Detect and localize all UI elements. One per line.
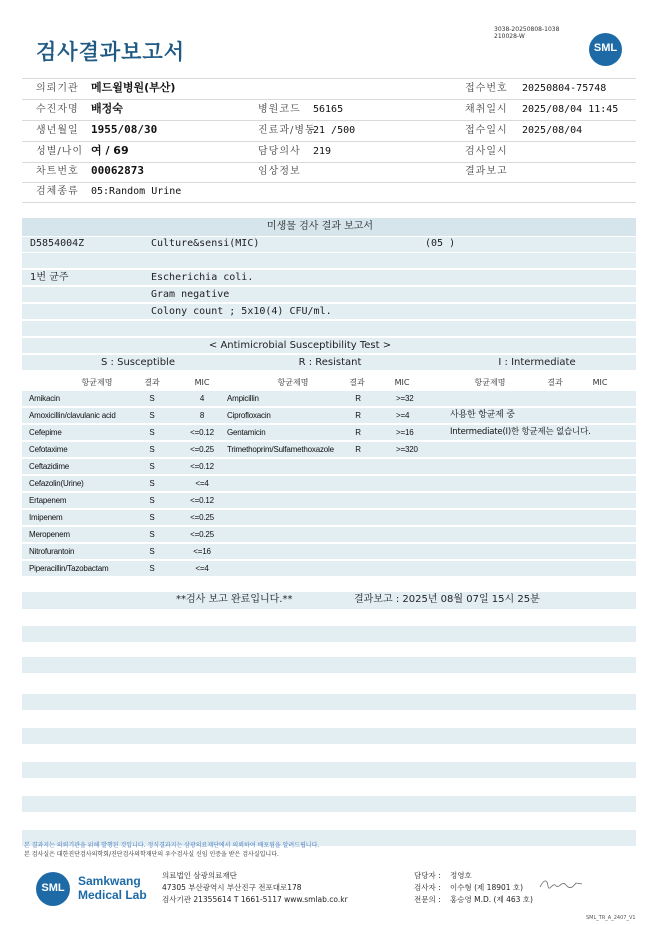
drug-name: Gentamicin [227, 428, 266, 437]
col-header-drug: 항균제명 [81, 378, 113, 387]
drug-mic: >=320 [396, 445, 418, 454]
drug-mic: <=16 [193, 547, 211, 556]
label-department: 진료과/병동 [258, 125, 316, 136]
legend-resistant: R : Resistant [298, 357, 362, 368]
receipt-no: 20250804-75748 [522, 83, 607, 94]
divider [22, 78, 636, 79]
drug-name: Ertapenem [29, 496, 67, 505]
sml-logo: SML [36, 872, 70, 906]
empty-row [22, 626, 636, 642]
drug-mic: 4 [199, 394, 205, 403]
label-chart-no: 차트번호 [36, 166, 79, 177]
table-row [22, 527, 636, 542]
empty-row [22, 657, 636, 673]
page-title: 검사결과보고서 [36, 40, 186, 64]
drug-result: S [149, 513, 155, 522]
col-header-drug: 항균제명 [474, 378, 506, 387]
row-band [22, 253, 636, 268]
row-band [22, 287, 636, 302]
drug-name: Ampicillin [227, 394, 259, 403]
receipt-time: 2025/08/04 [522, 125, 583, 136]
org-contact: 검사기관 21355614 T 1661-5117 www.smlab.co.kr [162, 895, 348, 904]
note-line-2: Intermediate(I)한 항균제는 없습니다. [450, 427, 591, 437]
completion-message: **검사 보고 완료입니다.** [176, 594, 293, 605]
divider [22, 120, 636, 121]
certification-note: 본 검사실은 대한진단검사의학회/진단검사의학재단의 우수검사실 신임 인증을 받은 검사실입니다. [24, 851, 279, 858]
drug-name: Cefotaxime [29, 445, 68, 454]
organism-name: Escherichia coli. [151, 272, 254, 283]
drug-result: R [355, 394, 361, 403]
drug-name: Amoxicillin/clavulanic acid [29, 411, 116, 420]
staff-name: 정영호 [450, 871, 472, 880]
test-count: (05 ) [425, 238, 456, 249]
drug-name: Amikacin [29, 394, 60, 403]
note-line-1: 사용한 항균제 중 [450, 410, 515, 420]
label-patient-name: 수진자명 [36, 104, 79, 115]
drug-name: Imipenem [29, 513, 63, 522]
department: 21 /500 [313, 125, 356, 136]
col-header-result: 결과 [144, 378, 160, 387]
drug-name: Piperacillin/Tazobactam [29, 564, 109, 573]
label-birthdate: 생년월일 [36, 125, 79, 136]
table-row [22, 476, 636, 491]
table-row [22, 493, 636, 508]
label-result-report: 결과보고 [465, 166, 508, 177]
ast-title: < Antimicrobial Susceptibility Test > [208, 340, 392, 351]
col-header-mic: MIC [394, 378, 410, 387]
drug-result: S [149, 411, 155, 420]
requesting-org: 메드윌병원(부산) [91, 81, 176, 94]
staff-role: 검사자 : [414, 883, 441, 892]
col-header-drug: 항균제명 [277, 378, 309, 387]
drug-mic: <=4 [195, 479, 209, 488]
brand-name: Samkwang Medical Lab [78, 874, 147, 902]
drug-name: Ceftazidime [29, 462, 70, 471]
completion-band [22, 592, 636, 609]
label-doctor: 담당의사 [258, 146, 301, 157]
drug-result: S [149, 462, 155, 471]
drug-mic: <=0.25 [190, 513, 214, 522]
drug-mic: >=16 [396, 428, 414, 437]
divider [22, 99, 636, 100]
row-band [22, 270, 636, 285]
row-band [22, 237, 636, 252]
chart-no: 00062873 [91, 164, 144, 177]
label-receipt-no: 접수번호 [465, 83, 508, 94]
birthdate: 1955/08/30 [91, 123, 158, 136]
staff-role: 담당자 : [414, 871, 441, 880]
disclaimer: 본 결과지는 의뢰기관을 위해 발행된 것입니다. 정식결과지는 삼광의료재단에서 의뢰하여 배포됨을 알려드립니다. [24, 842, 320, 849]
section-title: 미생물 검사 결과 보고서 [266, 221, 374, 232]
drug-result: R [355, 411, 361, 420]
collection-time: 2025/08/04 11:45 [522, 104, 619, 115]
drug-result: R [355, 445, 361, 454]
report-time: 결과보고 : 2025년 08월 07일 15시 25분 [354, 594, 540, 605]
label-clinical-info: 임상정보 [258, 166, 301, 177]
label-receipt-time: 접수일시 [465, 125, 508, 136]
drug-mic: >=4 [396, 411, 410, 420]
patient-name: 배정숙 [91, 102, 123, 115]
sex-age: 여 / 69 [91, 144, 129, 157]
table-row [22, 459, 636, 474]
table-row [22, 544, 636, 559]
table-row [22, 510, 636, 525]
label-collection-time: 채취일시 [465, 104, 508, 115]
hospital-code: 56165 [313, 104, 344, 115]
empty-row [22, 694, 636, 710]
staff-role: 전문의 : [414, 895, 441, 904]
org-name: 의료법인 삼광의료재단 [162, 871, 237, 880]
divider [22, 202, 636, 203]
organism-label: 1번 균주 [30, 272, 69, 283]
divider [22, 182, 636, 183]
label-hospital-code: 병원코드 [258, 104, 301, 115]
col-header-mic: MIC [194, 378, 210, 387]
label-specimen: 검체종류 [36, 186, 79, 197]
drug-mic: <=4 [195, 564, 209, 573]
drug-name: Ciprofloxacin [227, 411, 271, 420]
test-name: Culture&sensi(MIC) [151, 238, 260, 249]
col-header-result: 결과 [547, 378, 563, 387]
doctor: 219 [313, 146, 332, 157]
drug-mic: <=0.12 [190, 462, 214, 471]
drug-name: Nitrofurantoin [29, 547, 75, 556]
drug-result: R [355, 428, 361, 437]
drug-mic: <=0.12 [190, 496, 214, 505]
label-requesting-org: 의뢰기관 [36, 83, 79, 94]
form-code: SML_TR_A_2407_V1 [586, 915, 636, 921]
drug-result: S [149, 479, 155, 488]
drug-mic: >=32 [396, 394, 414, 403]
org-address: 47305 부산광역시 부산진구 전포대로178 [162, 883, 302, 892]
col-header-mic: MIC [592, 378, 608, 387]
staff-name: 홍승영 M.D. (제 463 호) [450, 895, 533, 904]
drug-result: S [149, 530, 155, 539]
specimen: 05:Random Urine [91, 186, 182, 197]
staff-name: 이수형 (제 18901 호) [450, 883, 524, 892]
drug-result: S [149, 547, 155, 556]
drug-mic: <=0.25 [190, 445, 214, 454]
drug-result: S [149, 445, 155, 454]
drug-name: Cefazolin(Urine) [29, 479, 84, 488]
legend-susceptible: S : Susceptible [101, 357, 175, 368]
signature [538, 877, 584, 891]
empty-row [22, 762, 636, 778]
col-header-result: 결과 [349, 378, 365, 387]
table-row [22, 561, 636, 576]
divider [22, 141, 636, 142]
label-sex-age: 성별/나이 [36, 146, 84, 157]
drug-name: Cefepime [29, 428, 62, 437]
document-id: 3038-20250808-1038 210028-W [494, 26, 560, 40]
legend-intermediate: I : Intermediate [498, 357, 576, 368]
drug-name: Trimethoprim/Sulfamethoxazole [227, 445, 334, 454]
table-row [22, 391, 636, 406]
test-code: D5854004Z [30, 238, 85, 249]
drug-mic: <=0.12 [190, 428, 214, 437]
empty-row [22, 796, 636, 812]
gram-stain: Gram negative [151, 289, 230, 300]
drug-result: S [149, 394, 155, 403]
empty-row [22, 728, 636, 744]
drug-result: S [149, 496, 155, 505]
sml-logo: SML [589, 33, 622, 66]
drug-mic: 8 [199, 411, 205, 420]
drug-result: S [149, 428, 155, 437]
drug-result: S [149, 564, 155, 573]
drug-mic: <=0.25 [190, 530, 214, 539]
drug-name: Meropenem [29, 530, 70, 539]
label-test-time: 검사일시 [465, 146, 508, 157]
row-band [22, 321, 636, 336]
divider [22, 162, 636, 163]
colony-count: Colony count ; 5x10(4) CFU/ml. [151, 306, 332, 317]
